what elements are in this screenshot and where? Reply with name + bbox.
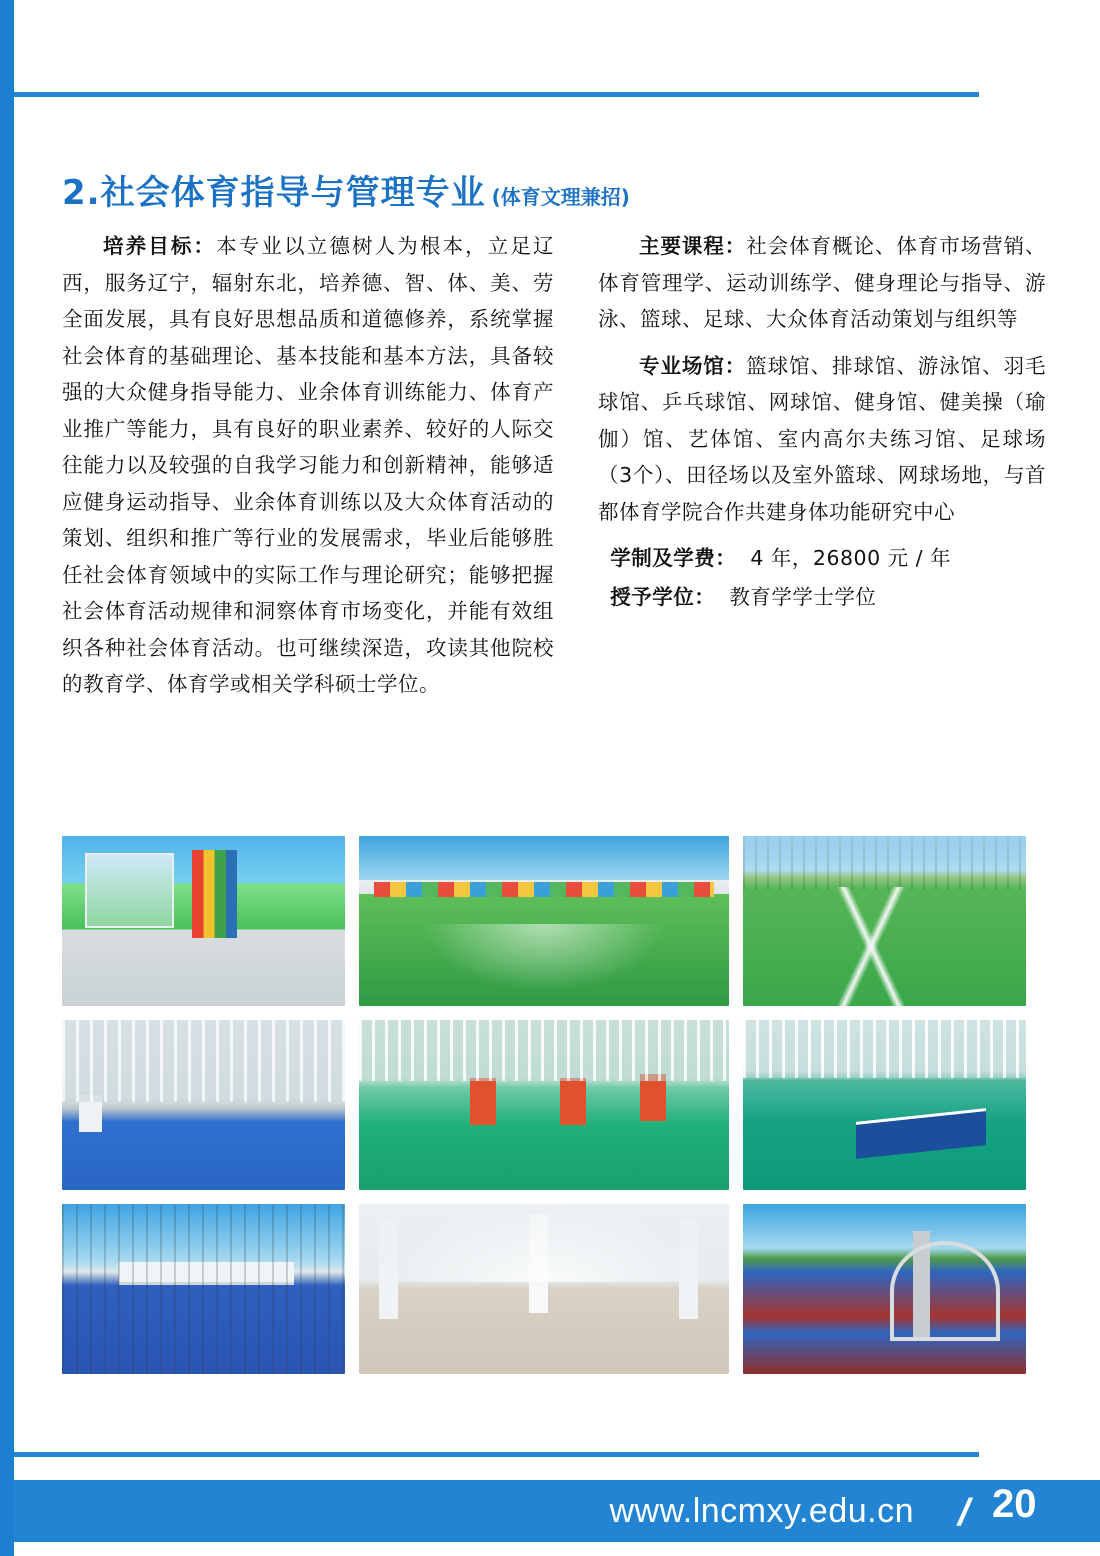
duration-fee-label: 学制及学费： (610, 546, 737, 570)
photo-football-field (743, 836, 1026, 1006)
photo-gallery (62, 836, 1026, 1374)
photo-outdoor-basketball (743, 1204, 1026, 1374)
degree-row (598, 579, 1046, 616)
right-text-column (598, 228, 1046, 617)
main-courses-paragraph (598, 228, 1046, 338)
venues-paragraph (598, 348, 1046, 531)
degree-label: 授予学位： (610, 584, 716, 609)
footer-website-url: www.lncmxy.edu.cn (609, 1491, 914, 1530)
main-courses-text: 社会体育概论、体育市场营销、体育管理学、运动训练学、健身理论与指导、游泳、篮球、足球、大众体育活动策划与组织等 (598, 234, 1047, 331)
duration-fee-row (598, 540, 1046, 577)
photo-football-stadium (359, 836, 729, 1006)
photo-dance-studio (359, 1204, 729, 1374)
main-courses-label: 主要课程： (639, 234, 747, 258)
left-accent-bar (0, 0, 14, 1556)
left-text-column (62, 228, 554, 709)
page-title-subtitle: (体育文理兼招) (491, 185, 630, 209)
page-title (62, 165, 1012, 214)
venues-label: 专业场馆： (639, 353, 747, 378)
training-goal-text: 本专业以立德树人为根本，立足辽西，服务辽宁，辐射东北，培养德、智、体、美、劳全面发展，具有良好思想品质和道德修养，系统掌握社会体育的基础理论、基本技能和基本方法，具备较强的大众健身指导能力、业余体育训练能力、体育产业推广等能力，具有良好的职业素养、较好的人际交往能力以及较强的自我学习能力和创新精神，能够适应健身运动指导、业余体育训练以及大众体育活动的策划、组织和推广等行业的发展需求，毕业后能够胜任社会体育领域中的实际工作与理论研究；能够把握社会体育活动规律和洞察体育市场变化，并能有效组织各种社会体育活动。也可继续深造，攻读其他院校的教育学、体育学或相关学科硕士学位。 (62, 234, 555, 696)
duration-fee-value: 4 年，26800 元 / 年 (750, 546, 952, 570)
photo-indoor-court-blue (62, 1020, 345, 1190)
top-divider-rule (14, 92, 979, 97)
venues-text: 篮球馆、排球馆、游泳馆、羽毛球馆、乒乓球馆、网球馆、健身馆、健美操（瑜伽）馆、艺体馆、室内高尔夫练习馆、足球场（3个）、田径场以及室外篮球、网球场地，与首都体育学院合作共建身体功能研究中心 (598, 353, 1047, 524)
page-footer (14, 1452, 1100, 1556)
photo-indoor-hall-green (359, 1020, 729, 1190)
page-title-main: 2.社会体育指导与管理专业 (62, 173, 486, 213)
footer-slash-mark: / (953, 1492, 975, 1534)
training-goal-label: 培养目标： (103, 234, 217, 258)
page-number: 20 (992, 1482, 1037, 1526)
footer-divider-rule (14, 1452, 979, 1457)
photo-table-tennis (743, 1020, 1026, 1190)
training-goal-paragraph (62, 228, 554, 703)
photo-outdoor-tennis (62, 1204, 345, 1374)
degree-value: 教育学学士学位 (729, 584, 877, 609)
photo-indoor-golf (62, 836, 345, 1006)
